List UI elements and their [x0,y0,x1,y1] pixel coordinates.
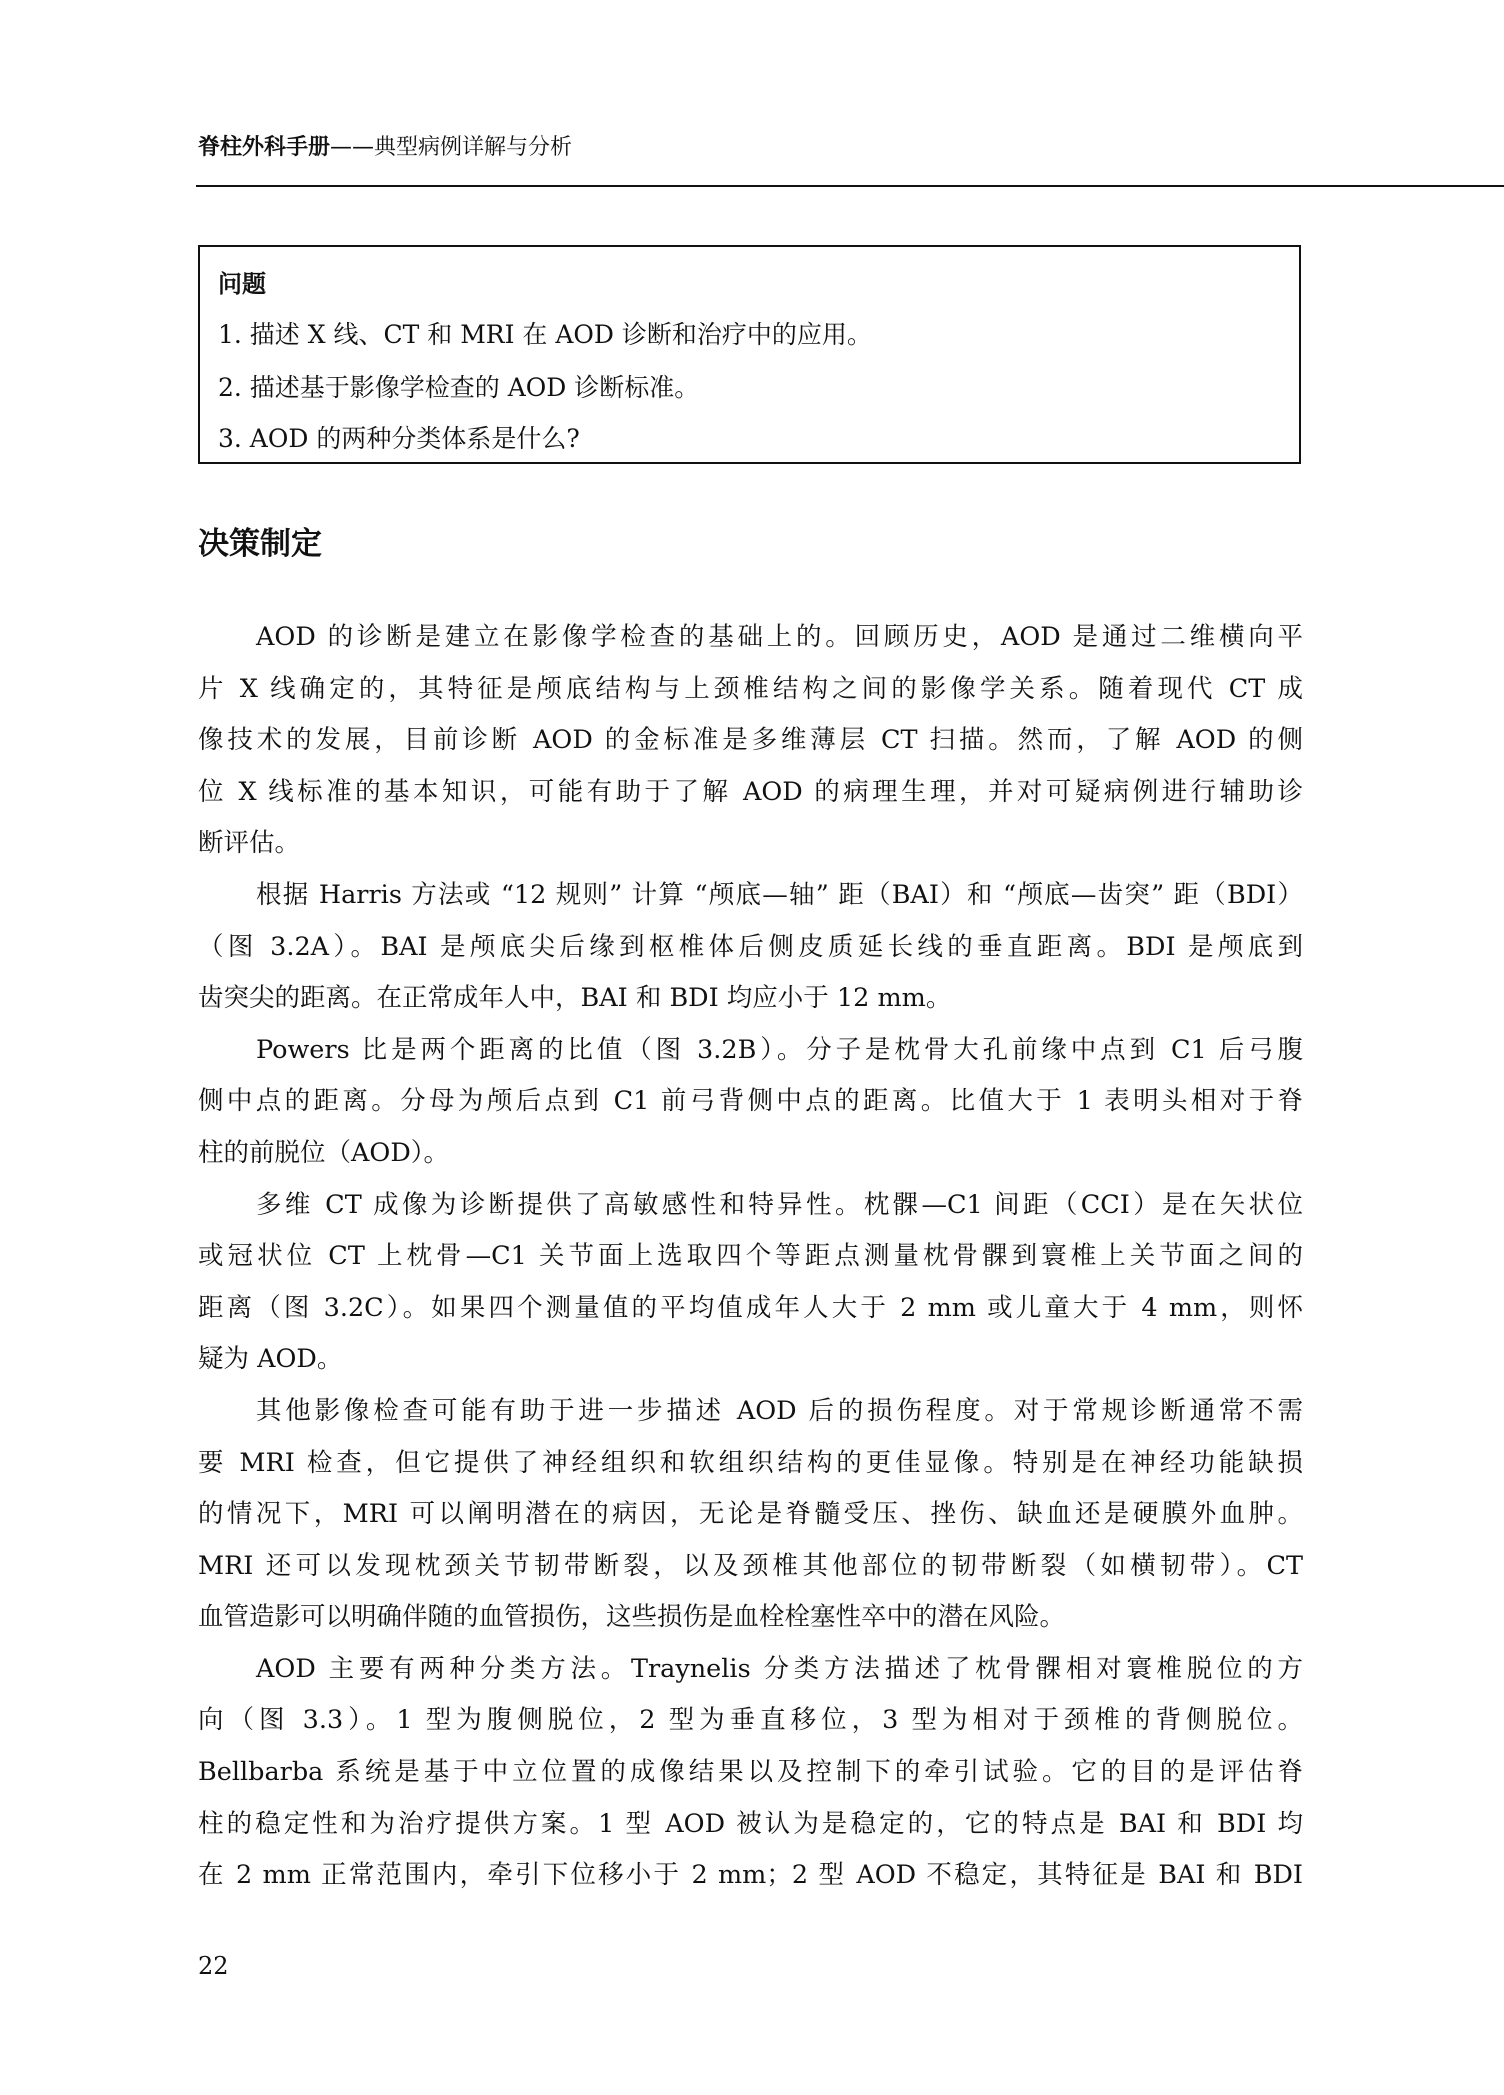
section-title: 决策制定 [198,526,322,562]
text-line: （图 3.2A）。BAI 是颅底尖后缘到枢椎体后侧皮质延长线的垂直距离。BDI 是颅底到 [198,931,1303,962]
text-line: 向（图 3.3）。1 型为腹侧脱位，2 型为垂直移位，3 型为相对于颈椎的背侧脱位。 [198,1705,1303,1736]
text-line: 血管造影可以明确伴随的血管损伤，这些损伤是血栓栓塞性卒中的潜在风险。 [198,1602,1066,1633]
text-line: 齿突尖的距离。在正常成年人中，BAI 和 BDI 均应小于 12 mm。 [198,983,952,1014]
page-number: 22 [198,1952,229,1980]
text-line: 侧中点的距离。分母为颅后点到 C1 前弓背侧中点的距离。比值大于 1 表明头相对于脊 [198,1086,1303,1117]
text-line: MRI 还可以发现枕颈关节韧带断裂，以及颈椎其他部位的韧带断裂（如横韧带）。CT [198,1550,1303,1581]
text-line: 要 MRI 检查，但它提供了神经组织和软组织结构的更佳显像。特别是在神经功能缺损 [198,1447,1303,1478]
question-item: 3. AOD 的两种分类体系是什么? [218,424,580,453]
body-text [198,617,1303,1907]
text-line: 断评估。 [198,828,301,859]
text-line: AOD 的诊断是建立在影像学检查的基础上的。回顾历史，AOD 是通过二维横向平 [256,622,1303,652]
running-header [198,130,572,161]
text-line: 在 2 mm 正常范围内，牵引下位移小于 2 mm；2 型 AOD 不稳定，其特征是 BAI 和 BDI [198,1860,1303,1891]
text-line: Powers 比是两个距离的比值（图 3.2B）。分子是枕骨大孔前缘中点到 C1 后弓腹 [256,1034,1303,1065]
text-line: 疑为 AOD。 [198,1344,343,1375]
book-title: 脊柱外科手册 [198,135,331,160]
text-line: 的情况下，MRI 可以阐明潜在的病因，无论是脊髓受压、挫伤、缺血还是硬膜外血肿。 [198,1499,1303,1530]
book-subtitle: ——典型病例详解与分析 [330,135,573,160]
questions-box [198,245,1301,464]
text-line: 柱的稳定性和为治疗提供方案。1 型 AOD 被认为是稳定的，它的特点是 BAI 和 BDI 均 [198,1808,1303,1839]
text-line: Bellbarba 系统是基于中立位置的成像结果以及控制下的牵引试验。它的目的是评估脊 [198,1757,1303,1788]
question-item: 2. 描述基于影像学检查的 AOD 诊断标准。 [218,373,700,402]
text-line: 距离（图 3.2C）。如果四个测量值的平均值成年人大于 2 mm 或儿童大于 4 mm，则怀 [198,1292,1303,1323]
text-line: 根据 Harris 方法或 “12 规则” 计算 “颅底—轴” 距（BAI）和 “颅底—齿突” 距（BDI） [256,879,1303,910]
text-line: 或冠状位 CT 上枕骨—C1 关节面上选取四个等距点测量枕骨髁到寰椎上关节面之间的 [198,1241,1303,1272]
questions-title: 问题 [218,270,266,298]
text-line: 位 X 线标准的基本知识，可能有助于了解 AOD 的病理生理，并对可疑病例进行辅助诊 [198,776,1303,807]
question-item: 1. 描述 X 线、CT 和 MRI 在 AOD 诊断和治疗中的应用。 [218,320,872,349]
header-rule [196,185,1504,187]
text-line: 像技术的发展，目前诊断 AOD 的金标准是多维薄层 CT 扫描。然而，了解 AOD 的侧 [198,725,1303,756]
text-line: 片 X 线确定的，其特征是颅底结构与上颈椎结构之间的影像学关系。随着现代 CT 成 [198,673,1303,704]
text-line: 柱的前脱位（AOD）。 [198,1137,450,1168]
text-line: AOD 主要有两种分类方法。Traynelis 分类方法描述了枕骨髁相对寰椎脱位的方 [256,1653,1303,1684]
text-line: 其他影像检查可能有助于进一步描述 AOD 后的损伤程度。对于常规诊断通常不需 [256,1395,1303,1426]
text-line: 多维 CT 成像为诊断提供了高敏感性和特异性。枕髁—C1 间距（CCI）是在矢状位 [256,1189,1303,1220]
